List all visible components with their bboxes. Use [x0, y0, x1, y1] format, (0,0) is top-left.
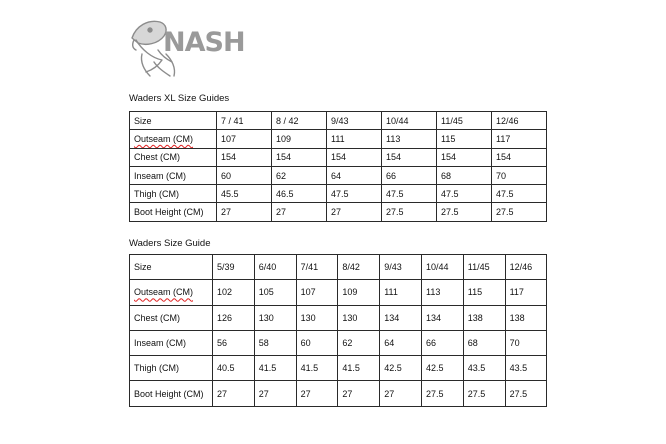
table-cell: 12/46	[492, 112, 547, 130]
table-cell: 27	[254, 381, 296, 406]
table-cell: 27.5	[437, 203, 492, 221]
table-row	[130, 280, 547, 305]
table-cell: 58	[254, 330, 296, 355]
table-cell: 70	[505, 330, 547, 355]
table-cell: 115	[437, 130, 492, 148]
table-cell: 11/45	[463, 255, 505, 280]
table-cell: 40.5	[213, 356, 255, 381]
row-label-cell: Thigh (CM)	[130, 356, 213, 381]
table-cell: 117	[505, 280, 547, 305]
row-label-cell: Thigh (CM)	[130, 185, 217, 203]
table-cell: 11/45	[437, 112, 492, 130]
table-cell: 138	[505, 305, 547, 330]
table-cell: 9/43	[380, 255, 422, 280]
brand-logo-text: NASH	[163, 27, 245, 58]
table-cell: 47.5	[492, 185, 547, 203]
table-cell: 27	[296, 381, 338, 406]
table-row	[130, 356, 547, 381]
table-cell: 41.5	[254, 356, 296, 381]
row-label-cell: Chest (CM)	[130, 148, 217, 166]
table-cell: 9/43	[327, 112, 382, 130]
table-cell: 41.5	[338, 356, 380, 381]
table-cell: 27.5	[382, 203, 437, 221]
table-cell: 117	[492, 130, 547, 148]
row-label-cell: Boot Height (CM)	[130, 203, 217, 221]
table-row	[130, 381, 547, 406]
table-cell: 109	[338, 280, 380, 305]
table-cell: 134	[380, 305, 422, 330]
table-cell: 7/41	[296, 255, 338, 280]
table-cell: 115	[463, 280, 505, 305]
table-cell: 42.5	[380, 356, 422, 381]
table-cell: 134	[421, 305, 463, 330]
std-table-caption: Waders Size Guide	[129, 238, 211, 249]
table-cell: 27	[380, 381, 422, 406]
table-row	[130, 185, 547, 203]
table-cell: 111	[380, 280, 422, 305]
row-label-cell: Chest (CM)	[130, 305, 213, 330]
table-cell: 130	[296, 305, 338, 330]
table-cell: 46.5	[272, 185, 327, 203]
table-cell: 102	[213, 280, 255, 305]
table-cell: 47.5	[327, 185, 382, 203]
table-row	[130, 203, 547, 221]
table-cell: 27.5	[492, 203, 547, 221]
std-size-table	[129, 254, 547, 407]
table-cell: 60	[296, 330, 338, 355]
table-cell: 66	[421, 330, 463, 355]
table-cell: 6/40	[254, 255, 296, 280]
table-cell: 5/39	[213, 255, 255, 280]
table-cell: 43.5	[505, 356, 547, 381]
table-cell: 68	[437, 166, 492, 184]
table-cell: 27.5	[463, 381, 505, 406]
table-cell: 105	[254, 280, 296, 305]
table-cell: 43.5	[463, 356, 505, 381]
table-cell: 64	[380, 330, 422, 355]
table-cell: 111	[327, 130, 382, 148]
row-label-cell: Outseam (CM)	[130, 130, 217, 148]
table-header-row	[130, 255, 547, 280]
table-cell: 68	[463, 330, 505, 355]
xl-size-table	[129, 111, 547, 222]
table-row	[130, 148, 547, 166]
table-cell: 70	[492, 166, 547, 184]
table-cell: 154	[272, 148, 327, 166]
table-cell: 45.5	[217, 185, 272, 203]
table-cell: 154	[437, 148, 492, 166]
row-label-cell: Size	[130, 112, 217, 130]
table-cell: 27	[217, 203, 272, 221]
table-cell: 27	[272, 203, 327, 221]
table-cell: 113	[382, 130, 437, 148]
row-label-cell: Boot Height (CM)	[130, 381, 213, 406]
table-cell: 27	[327, 203, 382, 221]
table-row	[130, 305, 547, 330]
table-cell: 10/44	[382, 112, 437, 130]
xl-table-caption: Waders XL Size Guides	[129, 93, 230, 104]
table-row	[130, 166, 547, 184]
table-cell: 138	[463, 305, 505, 330]
table-cell: 62	[272, 166, 327, 184]
table-cell: 42.5	[421, 356, 463, 381]
table-cell: 113	[421, 280, 463, 305]
table-cell: 154	[382, 148, 437, 166]
table-cell: 154	[492, 148, 547, 166]
table-cell: 154	[327, 148, 382, 166]
table-cell: 154	[217, 148, 272, 166]
row-label-cell: Inseam (CM)	[130, 166, 217, 184]
table-cell: 27.5	[421, 381, 463, 406]
table-cell: 8 / 42	[272, 112, 327, 130]
table-cell: 47.5	[437, 185, 492, 203]
table-cell: 27.5	[505, 381, 547, 406]
table-cell: 62	[338, 330, 380, 355]
table-cell: 10/44	[421, 255, 463, 280]
table-cell: 8/42	[338, 255, 380, 280]
row-label-cell: Inseam (CM)	[130, 330, 213, 355]
table-row	[130, 130, 547, 148]
table-cell: 56	[213, 330, 255, 355]
table-cell: 130	[254, 305, 296, 330]
table-cell: 7 / 41	[217, 112, 272, 130]
table-cell: 66	[382, 166, 437, 184]
table-cell: 27	[213, 381, 255, 406]
table-cell: 109	[272, 130, 327, 148]
table-row	[130, 330, 547, 355]
row-label-cell: Size	[130, 255, 213, 280]
table-cell: 107	[217, 130, 272, 148]
table-cell: 126	[213, 305, 255, 330]
table-cell: 41.5	[296, 356, 338, 381]
table-cell: 107	[296, 280, 338, 305]
table-cell: 130	[338, 305, 380, 330]
table-cell: 60	[217, 166, 272, 184]
table-cell: 47.5	[382, 185, 437, 203]
table-cell: 12/46	[505, 255, 547, 280]
table-cell: 64	[327, 166, 382, 184]
table-cell: 27	[338, 381, 380, 406]
table-header-row	[130, 112, 547, 130]
row-label-cell: Outseam (CM)	[130, 280, 213, 305]
